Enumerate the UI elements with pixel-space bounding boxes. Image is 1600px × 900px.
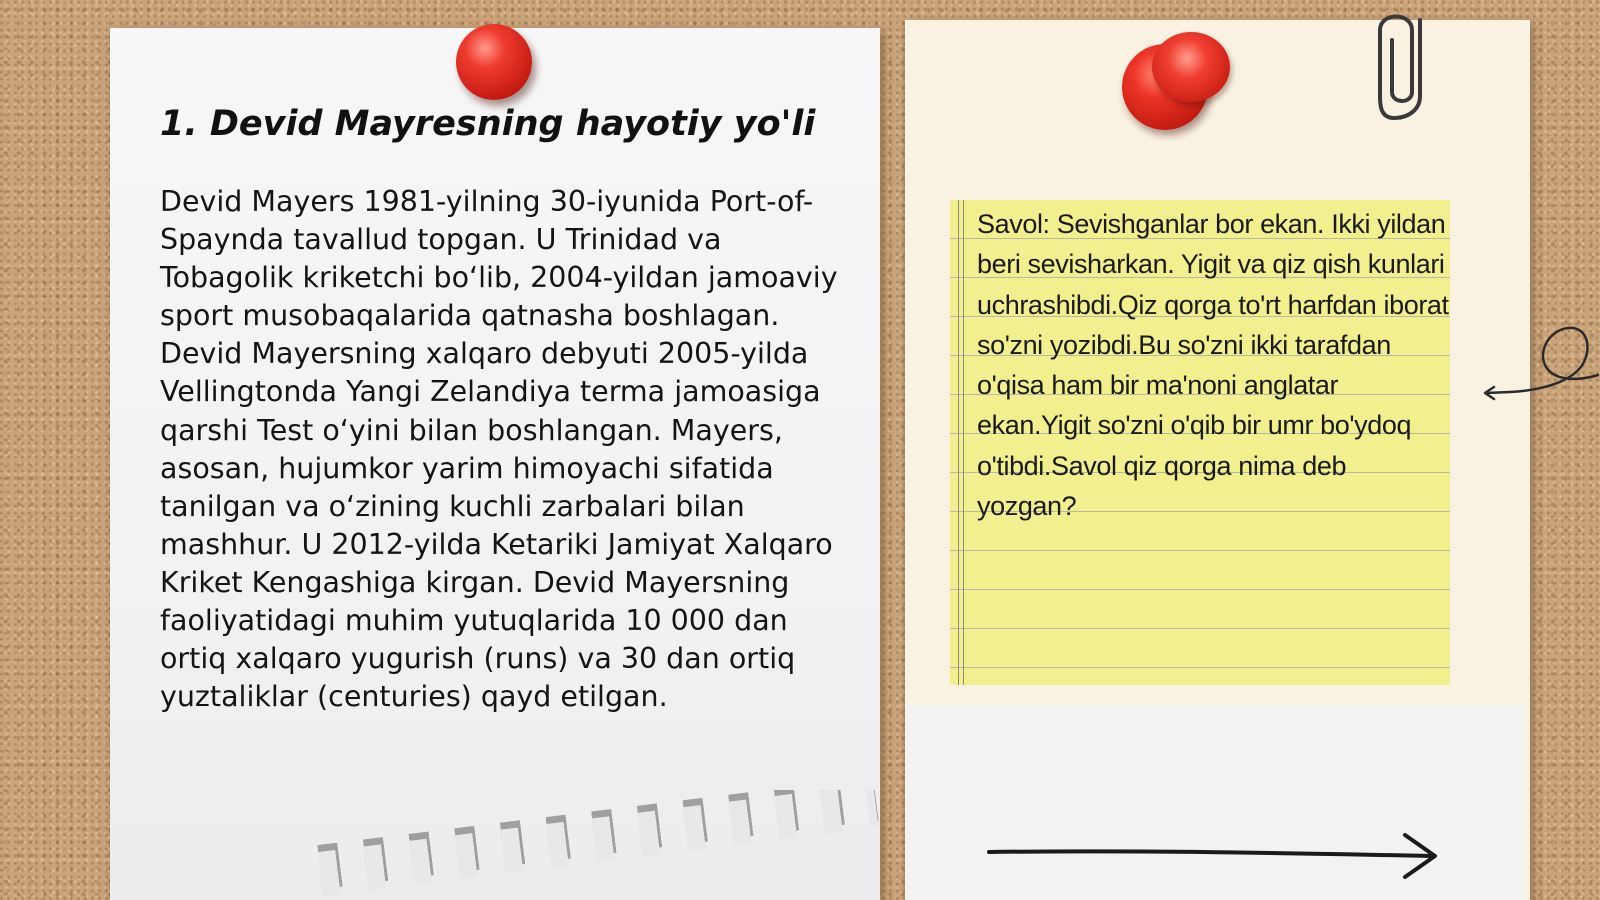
biography-body-text: Devid Mayers 1981-yilning 30-iyunida Port-of-Spaynda tavallud topgan. U Trinidad va Tobagolik kriketchi bo‘lib, 2004-yildan jamoaviy sport musobaqalarida qatnasha boshlagan. Devid Mayersning xalqaro debyuti 2005-yilda Vellingtonda Yangi Zelandiya terma jamoasiga qarshi Test o‘yini bilan boshlangan. Mayers, asosan, hujumkor yarim himoyachi sifatida tanilgan va o‘zining kuchli zarbalari bilan mashhur. U 2012-yilda Ketariki Jamiyat Xalqaro Kriket Kengashiga kirgan. Devid Mayersning faoliyatidagi muhim yutuqlarida 10 000 dan ortiq xalqaro yugurish (runs) va 30 dan ortiq yuztaliklar (centuries) qayd etilgan.: [160, 185, 838, 714]
biography-title: 1. Devid Mayresning hayotiy yo'li: [160, 104, 816, 144]
torn-paper-edge: [300, 790, 900, 900]
sticky-note-margin-line: [958, 200, 964, 685]
question-text: Savol: Sevishganlar bor ekan. Ikki yildan beri sevisharkan. Yigit va qiz qish kunlari uchrashibdi.Qiz qorga to'rt harfdan iborat so'zni yozibdi.Bu so'zni ikki tarafdan o'qisa ham bir ma'noni anglatar ekan.Yigit so'zni o'qib bir umr bo'ydoq o'tibdi.Savol qiz qorga nima deb yozgan?: [977, 209, 1449, 522]
torn-edge-tabs: [317, 790, 878, 896]
red-pushpin-icon: [456, 24, 532, 100]
right-arrow-icon: [985, 830, 1445, 880]
red-pushpin-highlight: [1152, 32, 1230, 102]
curly-arrow-icon: [1480, 310, 1600, 410]
paperclip-icon: [1372, 0, 1432, 130]
